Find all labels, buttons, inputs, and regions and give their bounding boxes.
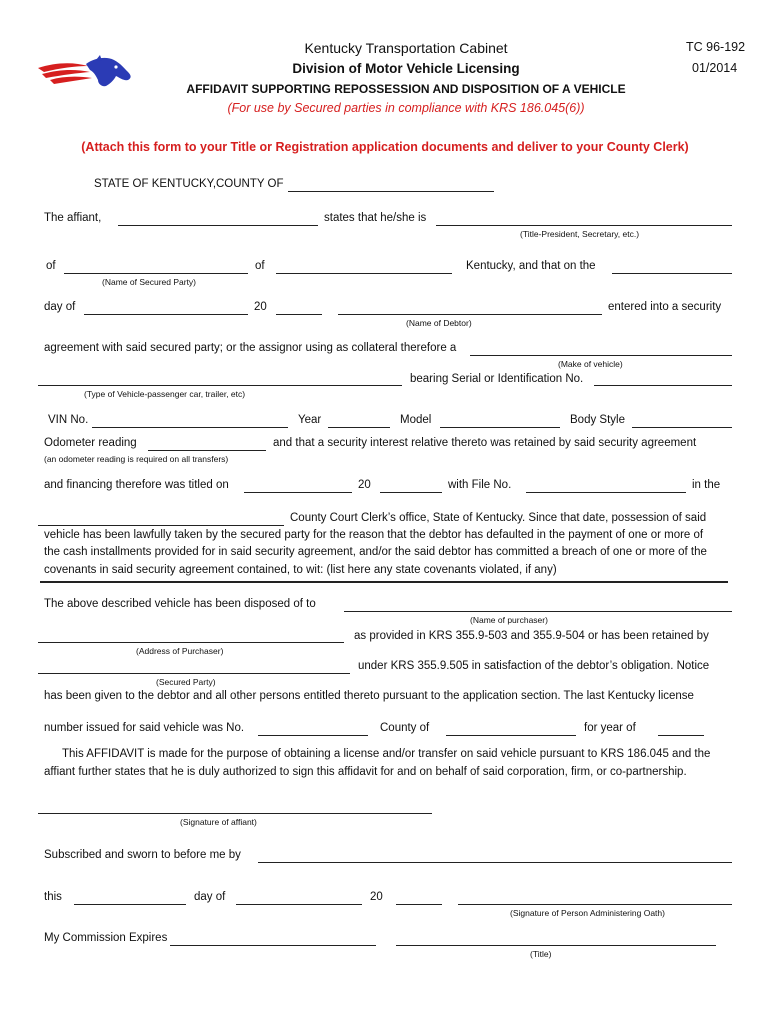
security-retained-text: and that a security interest relative thereto was retained by said security agreement	[273, 437, 697, 449]
paragraph-line-2: the cash installments provided for in said security agreement, and/or the said debtor has committed a breach of one or more of the	[44, 546, 707, 558]
secured-party-hint-2: (Secured Party)	[156, 677, 216, 687]
license-number-field[interactable]	[258, 722, 368, 736]
debtor-hint: (Name of Debtor)	[406, 318, 472, 328]
commission-label: My Commission Expires	[44, 932, 168, 944]
affiant-signature-field[interactable]	[38, 800, 432, 814]
section-divider	[40, 581, 728, 583]
address-hint: (Address of Purchaser)	[136, 646, 224, 656]
sworn-day-field[interactable]	[74, 891, 186, 905]
model-label: Model	[400, 414, 432, 426]
purchaser-address-field[interactable]	[38, 629, 344, 643]
titled-year-field[interactable]	[380, 479, 442, 493]
krs-under-text: under KRS 355.9.505 in satisfaction of the debtor’s obligation. Notice	[358, 660, 710, 672]
in-the-label: in the	[692, 479, 721, 491]
license-county-label: County of	[380, 722, 430, 734]
title-hint-2: (Title)	[530, 949, 552, 959]
kentucky-on-label: Kentucky, and that on the	[466, 260, 596, 272]
model-field[interactable]	[440, 414, 560, 428]
entered-security-label: entered into a security	[608, 301, 722, 313]
secured-party-location-field[interactable]	[276, 260, 452, 274]
oath-signature-hint: (Signature of Person Administering Oath)	[510, 908, 665, 918]
vin-field[interactable]	[92, 414, 288, 428]
signature-affiant-hint: (Signature of affiant)	[180, 817, 257, 827]
clerk-county-field[interactable]	[38, 512, 284, 526]
year-field[interactable]	[328, 414, 390, 428]
sworn-label: Subscribed and sworn to before me by	[44, 849, 241, 861]
type-hint: (Type of Vehicle-passenger car, trailer, etc)	[84, 389, 246, 399]
attach-instruction: (Attach this form to your Title or Registration application documents and deliver to your County Clerk)	[81, 140, 689, 154]
krs-provided-text: as provided in KRS 355.9-503 and 355.9-504 or has been retained by	[354, 630, 709, 642]
county-field[interactable]	[288, 178, 494, 192]
secured-party-hint: (Name of Secured Party)	[102, 277, 197, 287]
vehicle-type-field[interactable]	[38, 372, 402, 386]
county-court-text: County Court Clerk’s office, State of Kentucky. Since that date, possession of said	[290, 512, 707, 524]
oath-signature-field[interactable]	[458, 891, 732, 905]
paragraph-line-1: vehicle has been lawfully taken by the secured party for the reason that the debtor has defaulted in the payment of one or more of	[44, 529, 704, 541]
year-prefix-label-1: 20	[254, 301, 267, 313]
body-style-field[interactable]	[632, 414, 732, 428]
vin-label: VIN No.	[48, 414, 89, 426]
number-issued-label: number issued for said vehicle was No.	[44, 722, 245, 734]
year-prefix-label-2: 20	[358, 479, 371, 491]
vehicle-make-field[interactable]	[470, 342, 732, 356]
division-name: Division of Motor Vehicle Licensing	[292, 61, 520, 76]
agreement-day-field[interactable]	[612, 260, 732, 274]
file-no-label: with File No.	[448, 479, 512, 491]
agency-name: Kentucky Transportation Cabinet	[304, 40, 508, 56]
affiant-title-field[interactable]	[436, 212, 732, 226]
day-of-label: day of	[44, 301, 76, 313]
title-hint: (Title-President, Secretary, etc.)	[520, 229, 640, 239]
odometer-hint: (an odometer reading is required on all transfers)	[44, 454, 229, 464]
oath-title-field[interactable]	[396, 932, 716, 946]
states-that-label: states that he/she is	[324, 212, 427, 224]
county-label: COUNTY OF	[216, 178, 284, 190]
year-label: Year	[298, 414, 322, 426]
for-year-label: for year of	[584, 722, 636, 734]
notice-given-text: has been given to the debtor and all other persons entitled thereto pursuant to the application section. The last Kentucky license	[44, 690, 694, 702]
license-county-field[interactable]	[446, 722, 576, 736]
odometer-label: Odometer reading	[44, 437, 137, 449]
form-number: TC 96-192	[686, 40, 746, 54]
affiant-label: The affiant,	[44, 212, 102, 224]
sworn-day-of-label: day of	[194, 891, 226, 903]
titled-on-field[interactable]	[244, 479, 352, 493]
license-year-field[interactable]	[658, 722, 704, 736]
agreement-day-of-field[interactable]	[84, 301, 248, 315]
secured-party-field[interactable]	[64, 260, 248, 274]
this-label: this	[44, 891, 62, 903]
agreement-year-field[interactable]	[276, 301, 322, 315]
form-date: 01/2014	[692, 61, 738, 75]
form-subtitle: (For use by Secured parties in compliance with KRS 186.045(6))	[227, 101, 585, 115]
commission-expires-field[interactable]	[170, 932, 376, 946]
secured-party-retained-field[interactable]	[38, 660, 350, 674]
year-prefix-label-3: 20	[370, 891, 383, 903]
body-style-label: Body Style	[570, 414, 625, 426]
purchaser-hint: (Name of purchaser)	[470, 615, 548, 625]
agreement-text: agreement with said secured party; or the assignor using as collateral therefore a	[44, 342, 457, 354]
affidavit-line-2: affiant further states that he is duly authorized to sign this affidavit for and on behalf of said corporation, firm, or co-partnership.	[44, 766, 687, 778]
of-label-1: of	[46, 260, 56, 272]
serial-number-field[interactable]	[594, 372, 732, 386]
file-number-field[interactable]	[526, 479, 686, 493]
form-title: AFFIDAVIT SUPPORTING REPOSSESSION AND DISPOSITION OF A VEHICLE	[186, 82, 626, 96]
bearing-serial-label: bearing Serial or Identification No.	[410, 373, 584, 385]
affiant-name-field[interactable]	[118, 212, 318, 226]
debtor-name-field[interactable]	[338, 301, 602, 315]
sworn-year-field[interactable]	[396, 891, 442, 905]
paragraph-line-3: covenants in said security agreement contained, to wit: (list here any state covenants violated, if any)	[44, 564, 557, 576]
sworn-day-of-field[interactable]	[236, 891, 362, 905]
make-hint: (Make of vehicle)	[558, 359, 623, 369]
affidavit-line-1: This AFFIDAVIT is made for the purpose of obtaining a license and/or transfer on said vehicle pursuant to KRS 186.045 and the	[62, 748, 711, 760]
financing-label: and financing therefore was titled on	[44, 479, 229, 491]
state-label: STATE OF KENTUCKY,	[94, 178, 217, 190]
sworn-by-field[interactable]	[258, 849, 732, 863]
odometer-field[interactable]	[148, 437, 266, 451]
of-label-2: of	[255, 260, 265, 272]
purchaser-name-field[interactable]	[344, 598, 732, 612]
disposed-label: The above described vehicle has been disposed of to	[44, 598, 316, 610]
